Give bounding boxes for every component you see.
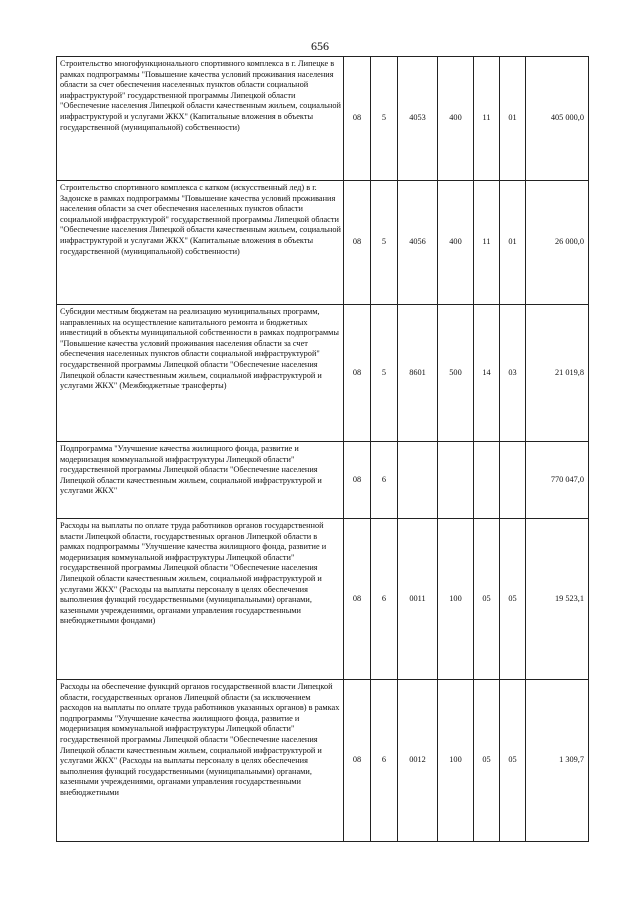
table-row — [57, 442, 589, 519]
section-code: 11 — [474, 57, 500, 181]
expense-type-code: 500 — [438, 305, 474, 442]
row-description: Подпрограмма "Улучшение качества жилищного фонда, развитие и модернизация коммунальной инфраструктуры Липецкой области" государственной программы Липецкой области "Обеспечение населения Липецкой области качественным жильем, социальной инфраструктурой и услугами ЖКХ" — [57, 442, 344, 519]
program-code: 08 — [344, 519, 371, 680]
section-code: 05 — [474, 519, 500, 680]
subprogram-code: 5 — [371, 181, 398, 305]
table-row — [57, 305, 589, 442]
section-code: 11 — [474, 181, 500, 305]
direction-code: 0012 — [398, 680, 438, 842]
subprogram-code: 5 — [371, 305, 398, 442]
table-row — [57, 57, 589, 181]
subsection-code — [500, 442, 526, 519]
subsection-code: 05 — [500, 519, 526, 680]
amount-value: 770 047,0 — [526, 442, 589, 519]
direction-code: 4056 — [398, 181, 438, 305]
expense-type-code — [438, 442, 474, 519]
program-code: 08 — [344, 442, 371, 519]
amount-value: 26 000,0 — [526, 181, 589, 305]
expense-type-code: 100 — [438, 680, 474, 842]
subprogram-code: 5 — [371, 57, 398, 181]
subsection-code: 01 — [500, 57, 526, 181]
subsection-code: 05 — [500, 680, 526, 842]
page-number: 656 — [311, 39, 329, 53]
subprogram-code: 6 — [371, 442, 398, 519]
amount-value: 19 523,1 — [526, 519, 589, 680]
row-description: Строительство многофункционального спортивного комплекса в г. Липецке в рамках подпрограммы "Повышение качества условий проживания населения области за счет обеспечения населенных пунктов области социальной инфраструктурой" государственной программы Липецкой области "Обеспечение населения Липецкой области качественным жильем, социальной инфраструктурой и услугами ЖКХ" (Капитальные вложения в объекты государственной (муниципальной) собственности) — [57, 57, 344, 181]
amount-value: 405 000,0 — [526, 57, 589, 181]
expense-type-code: 400 — [438, 57, 474, 181]
subprogram-code: 6 — [371, 680, 398, 842]
direction-code: 8601 — [398, 305, 438, 442]
expense-type-code: 400 — [438, 181, 474, 305]
direction-code: 0011 — [398, 519, 438, 680]
subsection-code: 03 — [500, 305, 526, 442]
section-code: 14 — [474, 305, 500, 442]
row-description: Субсидии местным бюджетам на реализацию муниципальных программ, направленных на осуществление капитального ремонта и бюджетных инвестиций в объекты муниципальной собственности в рамках подпрограммы "Повышение качества условий проживания населения области за счет обеспечения населенных пунктов области социальной инфраструктурой" государственной программы Липецкой области "Обеспечение населения Липецкой области качественным жильем, социальной инфраструктурой и услугами ЖКХ" (Межбюджетные трансферты) — [57, 305, 344, 442]
expense-type-code: 100 — [438, 519, 474, 680]
subsection-code: 01 — [500, 181, 526, 305]
amount-value: 1 309,7 — [526, 680, 589, 842]
table-row — [57, 680, 589, 842]
direction-code — [398, 442, 438, 519]
direction-code: 4053 — [398, 57, 438, 181]
program-code: 08 — [344, 57, 371, 181]
program-code: 08 — [344, 680, 371, 842]
table-row — [57, 181, 589, 305]
program-code: 08 — [344, 181, 371, 305]
section-code: 05 — [474, 680, 500, 842]
section-code — [474, 442, 500, 519]
row-description: Строительство спортивного комплекса с катком (искусственный лед) в г. Задонске в рамках подпрограммы "Повышение качества условий проживания населения области за счет обеспечения населенных пунктов области социальной инфраструктурой" государственной программы Липецкой области "Обеспечение населения Липецкой области качественным жильем, социальной инфраструктурой и услугами ЖКХ" (Капитальные вложения в объекты государственной (муниципальной) собственности) — [57, 181, 344, 305]
subprogram-code: 6 — [371, 519, 398, 680]
budget-table — [56, 56, 589, 842]
table-row — [57, 519, 589, 680]
amount-value: 21 019,8 — [526, 305, 589, 442]
row-description: Расходы на обеспечение функций органов государственной власти Липецкой области, государственных органов Липецкой области (за исключением расходов на выплаты по оплате труда работников указанных органов) в рамках подпрограммы "Улучшение качества жилищного фонда, развитие и модернизация коммунальной инфраструктуры Липецкой области" государственной программы Липецкой области "Обеспечение населения Липецкой области качественным жильем, социальной инфраструктурой и услугами ЖКХ" (Расходы на выплаты персоналу в целях обеспечения выполнения функций государственными (муниципальными) органами, казенными учреждениями, органами управления государственными внебюджетными — [57, 680, 344, 842]
row-description: Расходы на выплаты по оплате труда работников органов государственной власти Липецкой области, государственных органов Липецкой области в рамках подпрограммы "Улучшение качества жилищного фонда, развитие и модернизация коммунальной инфраструктуры Липецкой области" государственной программы Липецкой области "Обеспечение населения Липецкой области качественным жильем, социальной инфраструктурой и услугами ЖКХ" (Расходы на выплаты персоналу в целях обеспечения выполнения функций государственными (муниципальными) органами, казенными учреждениями, органами управления государственными внебюджетными фондами) — [57, 519, 344, 680]
program-code: 08 — [344, 305, 371, 442]
